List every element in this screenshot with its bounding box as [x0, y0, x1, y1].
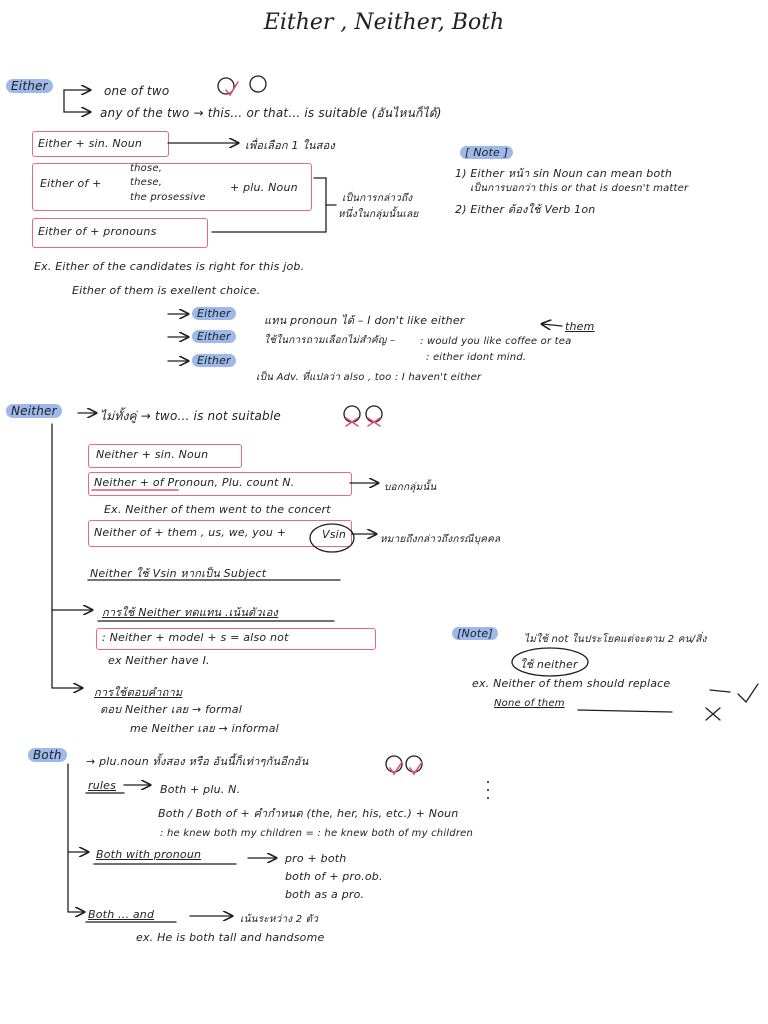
both-and-label: Both ... and	[88, 908, 155, 921]
neither-use-2-formal: ตอบ Neither เลย → formal	[100, 703, 242, 716]
both-rules-label: rules	[88, 779, 117, 792]
neither-note-tail	[710, 690, 730, 692]
either-circle-1	[218, 78, 234, 94]
neither-x-1	[346, 418, 358, 426]
neither-vsin: Vsin	[322, 528, 347, 541]
either-meaning-1: one of two	[104, 84, 170, 98]
either-use-2: Either	[192, 330, 236, 343]
either-rule-of-item-1: those,	[130, 163, 163, 174]
neither-use-2-informal: me Neither เลย → informal	[130, 722, 279, 735]
neither-example-1: Ex. Neither of them went to the concert	[104, 503, 331, 516]
neither-x-mark	[706, 708, 720, 720]
neither-note-example: ex. Neither of them should replace	[472, 677, 671, 690]
both-pron-label: Both with pronoun	[96, 848, 202, 861]
both-and-example: ex. He is both tall and handsome	[136, 931, 325, 944]
neither-use-1: การใช้ Neither ทดแทน .เน้นตัวเอง	[102, 606, 279, 619]
either-meaning-2: any of the two → this... or that... is suitable (อันไหนก็ได้)	[100, 106, 442, 120]
neither-rule-pron-note: หมายถึงกล่าวถึงกรณีบุคคล	[380, 534, 501, 545]
both-meaning: → plu.noun ทั้งสอง หรือ อันนี้ก็เท่าๆกันอีกอัน	[86, 755, 309, 768]
either-rule-of-item-2: these,	[130, 177, 163, 188]
either-group-note-1: เป็นการกล่าวถึง	[342, 193, 413, 204]
both-pron-1: pro + both	[285, 852, 347, 865]
either-them-arrow	[542, 324, 562, 326]
neither-rule-pron: Neither of + them , us, we, you +	[94, 526, 287, 539]
either-rule-pron: Either of + pronouns	[38, 225, 157, 238]
either-use-2-desc: ใช้ในการถามเลือกไม่สำคัญ –	[264, 335, 396, 346]
either-use-1: Either	[192, 307, 236, 320]
either-group-note-2: หนึ่งในกลุ่มนั้นเลย	[338, 209, 419, 220]
both-rule-1: Both + plu. N.	[160, 783, 241, 796]
both-heading: Both	[28, 748, 67, 762]
either-note-1: 1) Either หน้า sin Noun can mean both	[455, 167, 673, 180]
either-check-mark	[226, 82, 238, 95]
either-rule-sin: Either + sin. Noun	[38, 137, 143, 150]
neither-meaning: ไม่ทั้งคู่ → two... is not suitable	[100, 409, 281, 423]
either-heading: Either	[6, 79, 53, 93]
neither-check-mark	[738, 684, 758, 702]
either-example-1: Ex. Either of the candidates is right for this job.	[34, 260, 305, 273]
either-note-1b: เป็นการบอกว่า this or that is doesn't matter	[470, 183, 689, 194]
either-note-label: [ Note ]	[460, 146, 513, 159]
neither-rule-of-note: บอกกลุ่มนั้น	[384, 482, 437, 493]
both-circle-1	[386, 756, 402, 772]
both-circle-2	[406, 756, 422, 772]
neither-note-2: ใช้ neither	[520, 658, 578, 671]
either-circle-2	[250, 76, 266, 92]
both-check-1	[390, 762, 402, 774]
neither-use-2: การใช้ตอบคำถาม	[94, 686, 183, 699]
either-rule-of: Either of +	[40, 177, 102, 190]
dot-3	[487, 797, 489, 799]
neither-note-1: ไม่ใช้ not ในประโยคแต่จะตาม 2 คน/สิ่ง	[524, 634, 707, 645]
both-pron-3: both as a pro.	[285, 888, 365, 901]
both-trunk	[68, 764, 84, 912]
both-and-note: เน้นระหว่าง 2 ตัว	[240, 914, 319, 925]
either-rule-of-tail: + plu. Noun	[230, 181, 298, 194]
either-rule-of-item-3: the prosessive	[130, 192, 206, 203]
either-example-2: Either of them is exellent choice.	[72, 284, 261, 297]
page-title: Either , Neither, Both	[263, 10, 505, 35]
neither-trunk	[52, 424, 82, 688]
neither-circle-1	[344, 406, 360, 422]
either-use-2-ex: : would you like coffee or tea	[420, 336, 572, 347]
both-check-2	[410, 762, 422, 774]
neither-circle-2	[366, 406, 382, 422]
neither-rule-sin: Neither + sin. Noun	[96, 448, 209, 461]
either-note-2: 2) Either ต้องใช้ Verb 1on	[455, 203, 596, 216]
dot-2	[487, 789, 489, 791]
either-rule-sin-note: เพื่อเลือก 1 ในสอง	[245, 139, 335, 152]
neither-rule-of: Neither + of Pronoun, Plu. count N.	[94, 476, 295, 489]
both-pron-2: both of + pro.ob.	[285, 870, 383, 883]
neither-use-1-example: ex Neither have I.	[108, 654, 210, 667]
neither-x-2	[368, 418, 380, 426]
neither-heading: Neither	[6, 404, 62, 418]
neither-note-tail-2	[578, 710, 672, 712]
both-rule-2: Both / Both of + คำกำหนด (the, her, his, etc.) + Noun	[158, 807, 459, 820]
both-rule-3: : he knew both my children = : he knew both of my children	[160, 828, 474, 839]
either-use-2-ex2: : either idont mind.	[426, 352, 527, 363]
neither-use-1-rule: : Neither + model + s = also not	[102, 631, 289, 644]
either-use-3-desc: เป็น Adv. ที่แปลว่า also , too : I haven't either	[256, 372, 482, 383]
neither-rule-verb: Neither ใช้ Vsin หากเป็น Subject	[90, 567, 267, 580]
dot-1	[487, 781, 489, 783]
neither-note-example-2: None of them	[494, 698, 565, 709]
either-use-1-desc: แทน pronoun ได้ – I don't like either	[264, 314, 465, 327]
either-use-3: Either	[192, 354, 236, 367]
either-branch-arrow	[64, 90, 90, 112]
neither-note-label: [Note]	[452, 627, 498, 640]
either-use-1-them: them	[565, 320, 595, 333]
